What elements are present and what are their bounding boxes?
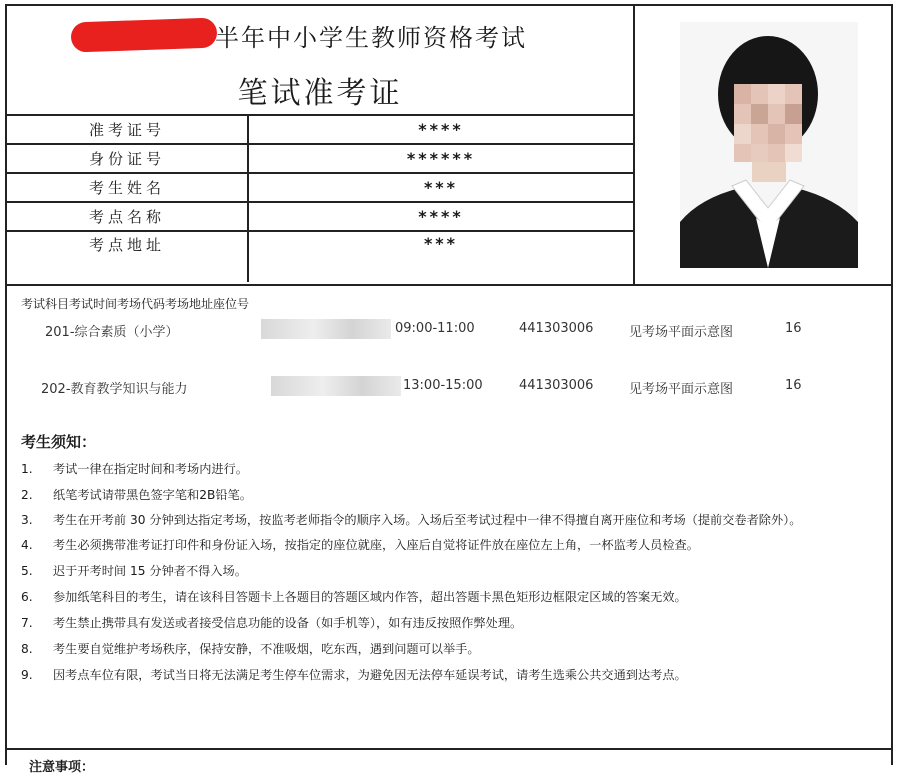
notice-text: 考生禁止携带具有发送或者接受信息功能的设备（如手机等），如有违反按照作弊处理。 [53,616,523,630]
info-label: 考点名称 [7,202,248,231]
notice-list [19,456,889,688]
info-row [7,231,633,282]
subject-time: 09:00-11:00 [395,321,475,336]
candidate-photo [680,22,858,268]
notice-number: 6. [21,590,33,604]
notice-text: 纸笔考试请带黑色签字笔和2B铅笔。 [53,488,252,502]
notice-item [19,584,889,610]
footer-heading: 注意事项： [29,760,95,775]
notice-number: 5. [21,564,33,578]
admission-ticket [5,4,893,775]
notice-text: 参加纸笔科目的考生，请在该科目答题卡上各题目的答题区域内作答，超出答题卡黑色矩形边框限定区域的答案无效。 [53,590,687,604]
info-value: **** [248,116,633,144]
room-code: 441303006 [519,378,594,393]
notice-item [19,508,889,532]
subject-name: 202-教育教学知识与能力 [41,382,188,397]
redacted-date [261,319,391,339]
info-value: **** [248,202,633,231]
notice-item [19,482,889,508]
notice-number: 3. [21,513,33,527]
ticket-header [7,6,635,284]
subjects-header: 考试科目考试时间考场代码考场地址座位号 [21,297,250,311]
card-title: 笔试准考证 [237,76,403,111]
exam-title: 半年中小学生教师资格考试 [215,24,527,52]
candidate-photo-image [680,22,858,268]
notice-title: 考生须知： [21,433,97,451]
room-code: 441303006 [519,321,594,336]
notice-text: 考试一律在指定时间和考场内进行。 [53,462,248,476]
room-address: 见考场平面示意图 [629,382,734,397]
seat-number: 16 [785,321,802,336]
info-row [7,116,633,144]
subject-time: 13:00-15:00 [403,378,483,393]
notice-number: 1. [21,462,33,476]
subject-row [7,321,891,341]
notice-number: 4. [21,538,33,552]
notice-number: 9. [21,668,33,682]
notice-item [19,532,889,558]
redacted-date [271,376,401,396]
notice-number: 8. [21,642,33,656]
info-label: 考点地址 [7,231,248,282]
notice-text: 考生必须携带准考证打印件和身份证入场，按指定的座位就座，入座后自觉将证件放在座位左上角，一杯监考人员检查。 [53,538,699,552]
info-row [7,144,633,173]
notice-number: 7. [21,616,33,630]
notice-item [19,662,889,688]
info-label: 准考证号 [7,116,248,144]
info-value: ****** [248,144,633,173]
notice-text: 考生要自觉维护考场秩序，保持安静，不准吸烟，吃东西，遇到问题可以举手。 [53,642,480,656]
info-value: *** [423,234,459,253]
info-row [7,173,633,202]
notice-item [19,610,889,636]
subject-row [7,378,891,398]
room-address: 见考场平面示意图 [629,325,734,340]
notice-item [19,558,889,584]
redaction-mark [71,17,218,52]
info-label: 身份证号 [7,144,248,173]
seat-number: 16 [785,378,802,393]
candidate-info-table [7,116,633,282]
section-divider [7,284,891,286]
info-label: 考生姓名 [7,173,248,202]
notice-text: 迟于开考时间 15 分钟者不得入场。 [53,564,247,578]
footer-divider [7,748,891,750]
info-row [7,202,633,231]
notice-text: 因考点车位有限，考试当日将无法满足考生停车位需求，为避免因无法停车延误考试，请考生选乘公共交通到达考点。 [53,668,687,682]
notice-item [19,456,889,482]
notice-item [19,636,889,662]
info-value: *** [248,173,633,202]
photo-cell [635,6,891,284]
subject-name: 201-综合素质（小学） [45,325,179,340]
notice-text: 考生在开考前 30 分钟到达指定考场，按监考老师指令的顺序入场。入场后至考试过程中一律不得擅自离开座位和考场（提前交卷者除外）。 [53,513,802,527]
notice-number: 2. [21,488,33,502]
title-block [7,6,633,116]
